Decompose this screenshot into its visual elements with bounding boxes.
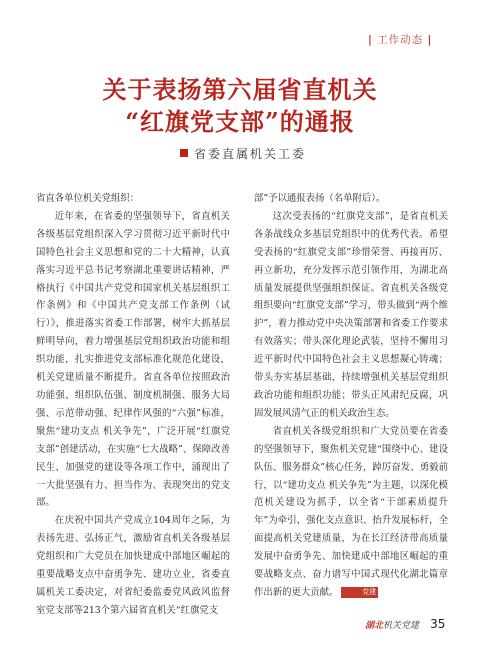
section-tag — [368, 32, 432, 47]
red-square-icon — [180, 149, 188, 157]
tag-divider-right: | — [427, 34, 433, 46]
body-paragraph-text: 省直机关各级党组织和广大党员要在省委的坚强领导下，聚焦机关党建“围绕中心、建设队伍、服务群众”核心任务，踔厉奋发、勇毅前行，以“建功支点 机关争先”为主题，以深化模范机关建设为抓手，以全省“干部素质提升年”为牵引，强化支点意识、抬升发展标杆，全面提高机关党建质量，为在长江经济带高质量发展中奋勇争先、加快建成中部地区崛起的重要战略支点、奋力谱写中国式现代化湖北篇章作出新的更大贡献。 — [254, 425, 448, 598]
magazine-name-part2: 机关党建 — [383, 621, 420, 631]
article-title-line2: “红旗党支部”的通报 — [125, 107, 355, 136]
end-mark-stamp: 党建 — [341, 587, 378, 598]
issuer-line — [180, 145, 306, 162]
section-tag-label: 工作动态 — [377, 34, 424, 46]
body-paragraph: 这次受表扬的“红旗党支部”，是省直机关各条战线众多基层党组织中的优秀代表。希望受表扬的“红旗党支部”珍惜荣誉、再接再厉、再立新功，充分发挥示范引领作用，为湖北高质量发展提供坚强组织保证。省直机关各级党组织要向“红旗党支部”学习，带头做到“两个维护”，着力推动党中央决策部署和省委工作要求有效落实；带头深化理论武装，坚持不懈用习近平新时代中国特色社会主义思想凝心铸魂；带头夯实基层基础，持续增强机关基层党组织政治功能和组织功能；带头正风肃纪反腐，巩固发展风清气正的机关政治生态。 — [254, 210, 448, 419]
article-title-line1: 关于表扬第六届省直机关 — [102, 75, 378, 104]
tag-divider-left: | — [368, 34, 373, 46]
body-paragraph: 部”予以通报表扬（名单附后）。 — [254, 193, 386, 204]
magazine-name — [365, 621, 419, 631]
magazine-name-part1: 湖北 — [365, 621, 384, 631]
body-paragraph: 近年来，在省委的坚强领导下，省直机关各级基层党组织深入学习贯彻习近平新时代中国特色社会主义思想和党的二十大精神，认真落实习近平总书记考察湖北重要讲话精神，严格执行《中国共产党党和国家机关基层组织工作条例》和《中国共产党支部工作条例（试行）》，推进落实省委工作部署，树牢大抓基层鲜明导向，着力增强基层党组织政治功能和组织功能，扎实推进党支部标准化规范化建设，机关党建质量不断提升。省直各单位按照政治功能强、组织队伍强、制度机制强、服务大局强、示范带动强、纪律作风强的“六强”标准，聚焦“建功支点 机关争先”，广泛开展“红旗党支部”创建活动，在实施“七大战略”、保障改善民生、加强党的建设等各项工作中，涌现出了一大批坚强有力、担当作为、表现突出的党支部。 — [36, 210, 230, 509]
right-column — [254, 190, 448, 602]
page-number: 35 — [430, 617, 446, 631]
page-footer — [365, 613, 445, 632]
issuer-name: 省委直属机关工委 — [194, 147, 307, 161]
left-column — [36, 190, 230, 620]
body-paragraph: 在庆祝中国共产党成立104周年之际，为表扬先进、弘扬正气，激励省直机关各级基层党组织和广大党员在加快建成中部地区崛起的重要战略支点中奋勇争先、建功立业，省委直属机关工委决定，对省纪委监委党风政风监督室党支部等213个第六届省直机关“红旗党支 — [36, 515, 230, 616]
body-paragraph-last — [254, 423, 448, 602]
salutation: 省直各单位机关党组织： — [36, 193, 140, 204]
